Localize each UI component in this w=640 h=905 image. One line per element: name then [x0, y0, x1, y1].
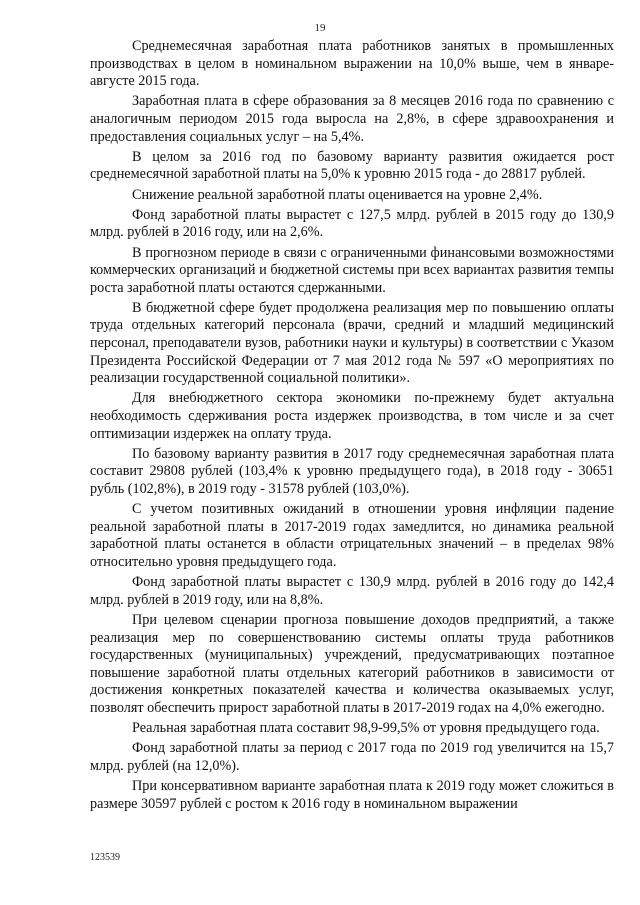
paragraph: Снижение реальной заработной платы оценивается на уровне 2,4%.	[132, 186, 543, 203]
paragraph: Фонд заработной платы вырастет с 127,5 млрд. рублей в 2015 году до 130,9 млрд. рублей в 2016 году, или на 2,6%.	[90, 206, 614, 241]
paragraph: Фонд заработной платы за период с 2017 года по 2019 год увеличится на 15,7 млрд. рублей (на 12,0%).	[90, 740, 614, 774]
paragraph: Среднемесячная заработная плата работников занятых в промышленных производствах в целом в номинальном выражении на 10,0% выше, чем в январе-августе 2015 года.	[90, 38, 614, 90]
paragraph: В прогнозном периоде в связи с ограниченными финансовыми возможностями коммерческих организаций и бюджетной системы при всех вариантах развития темпы роста заработной платы остаются сдержанными.	[90, 244, 614, 296]
document-body	[90, 38, 614, 816]
document-code: 123539	[90, 852, 120, 863]
paragraph: По базовому варианту развития в 2017 году среднемесячная заработная плата составит 29808 рублей (103,4% к уровню предыдущего года), в 2018 году - 30651 рубль (102,8%), в 2019 году - 31578 рублей (103,0%).	[90, 445, 614, 497]
paragraph: При целевом сценарии прогноза повышение доходов предприятий, а также реализация мер по совершенствованию системы оплаты труда работников государственных (муниципальных) учреждений, предусматривающих поэтапное повышение заработной платы отдельных категорий работников в зависимости от достижения конкретных показателей качества и количества оказываемых услуг, позволят обеспечить прирост заработной платы в 2017-2019 годах на 4,0% ежегодно.	[90, 611, 614, 716]
paragraph: В бюджетной сфере будет продолжена реализация мер по повышению оплаты труда отдельных категорий персонала (врачи, средний и младший медицинский персонал, преподаватели вузов, работники науки и культуры) в соответствии с Указом Президента Российской Федерации от 7 мая 2012 года № 597 «О мероприятиях по реализации государственной социальной политики».	[90, 299, 614, 387]
paragraph: Реальная заработная плата составит 98,9-99,5% от уровня предыдущего года.	[132, 720, 600, 737]
paragraph: С учетом позитивных ожиданий в отношении уровня инфляции падение реальной заработной платы в 2017-2019 годах замедлится, но динамика реальной заработной платы останется в области отрицательных значений – в пределах 98% относительно уровня предыдущего года.	[90, 501, 614, 570]
paragraph: Для внебюджетного сектора экономики по-прежнему будет актуальна необходимость сдерживания роста издержек производства, в том числе и за счет оптимизации издержек на оплату труда.	[90, 390, 614, 442]
paragraph: Заработная плата в сфере образования за 8 месяцев 2016 года по сравнению с аналогичным периодом 2015 года выросла на 2,8%, в сфере здравоохранения и предоставления социальных услуг – на 5,4%.	[90, 93, 614, 145]
page-number: 19	[314, 22, 326, 34]
paragraph: При консервативном варианте заработная плата к 2019 году может сложиться в размере 30597 рублей с ростом к 2016 году в номинальном выражении	[90, 778, 614, 812]
paragraph: Фонд заработной платы вырастет с 130,9 млрд. рублей в 2016 году до 142,4 млрд. рублей в 2019 году, или на 8,8%.	[90, 574, 614, 608]
paragraph: В целом за 2016 год по базовому варианту развития ожидается рост среднемесячной заработной платы на 5,0% к уровню 2015 года - до 28817 рублей.	[90, 148, 614, 183]
